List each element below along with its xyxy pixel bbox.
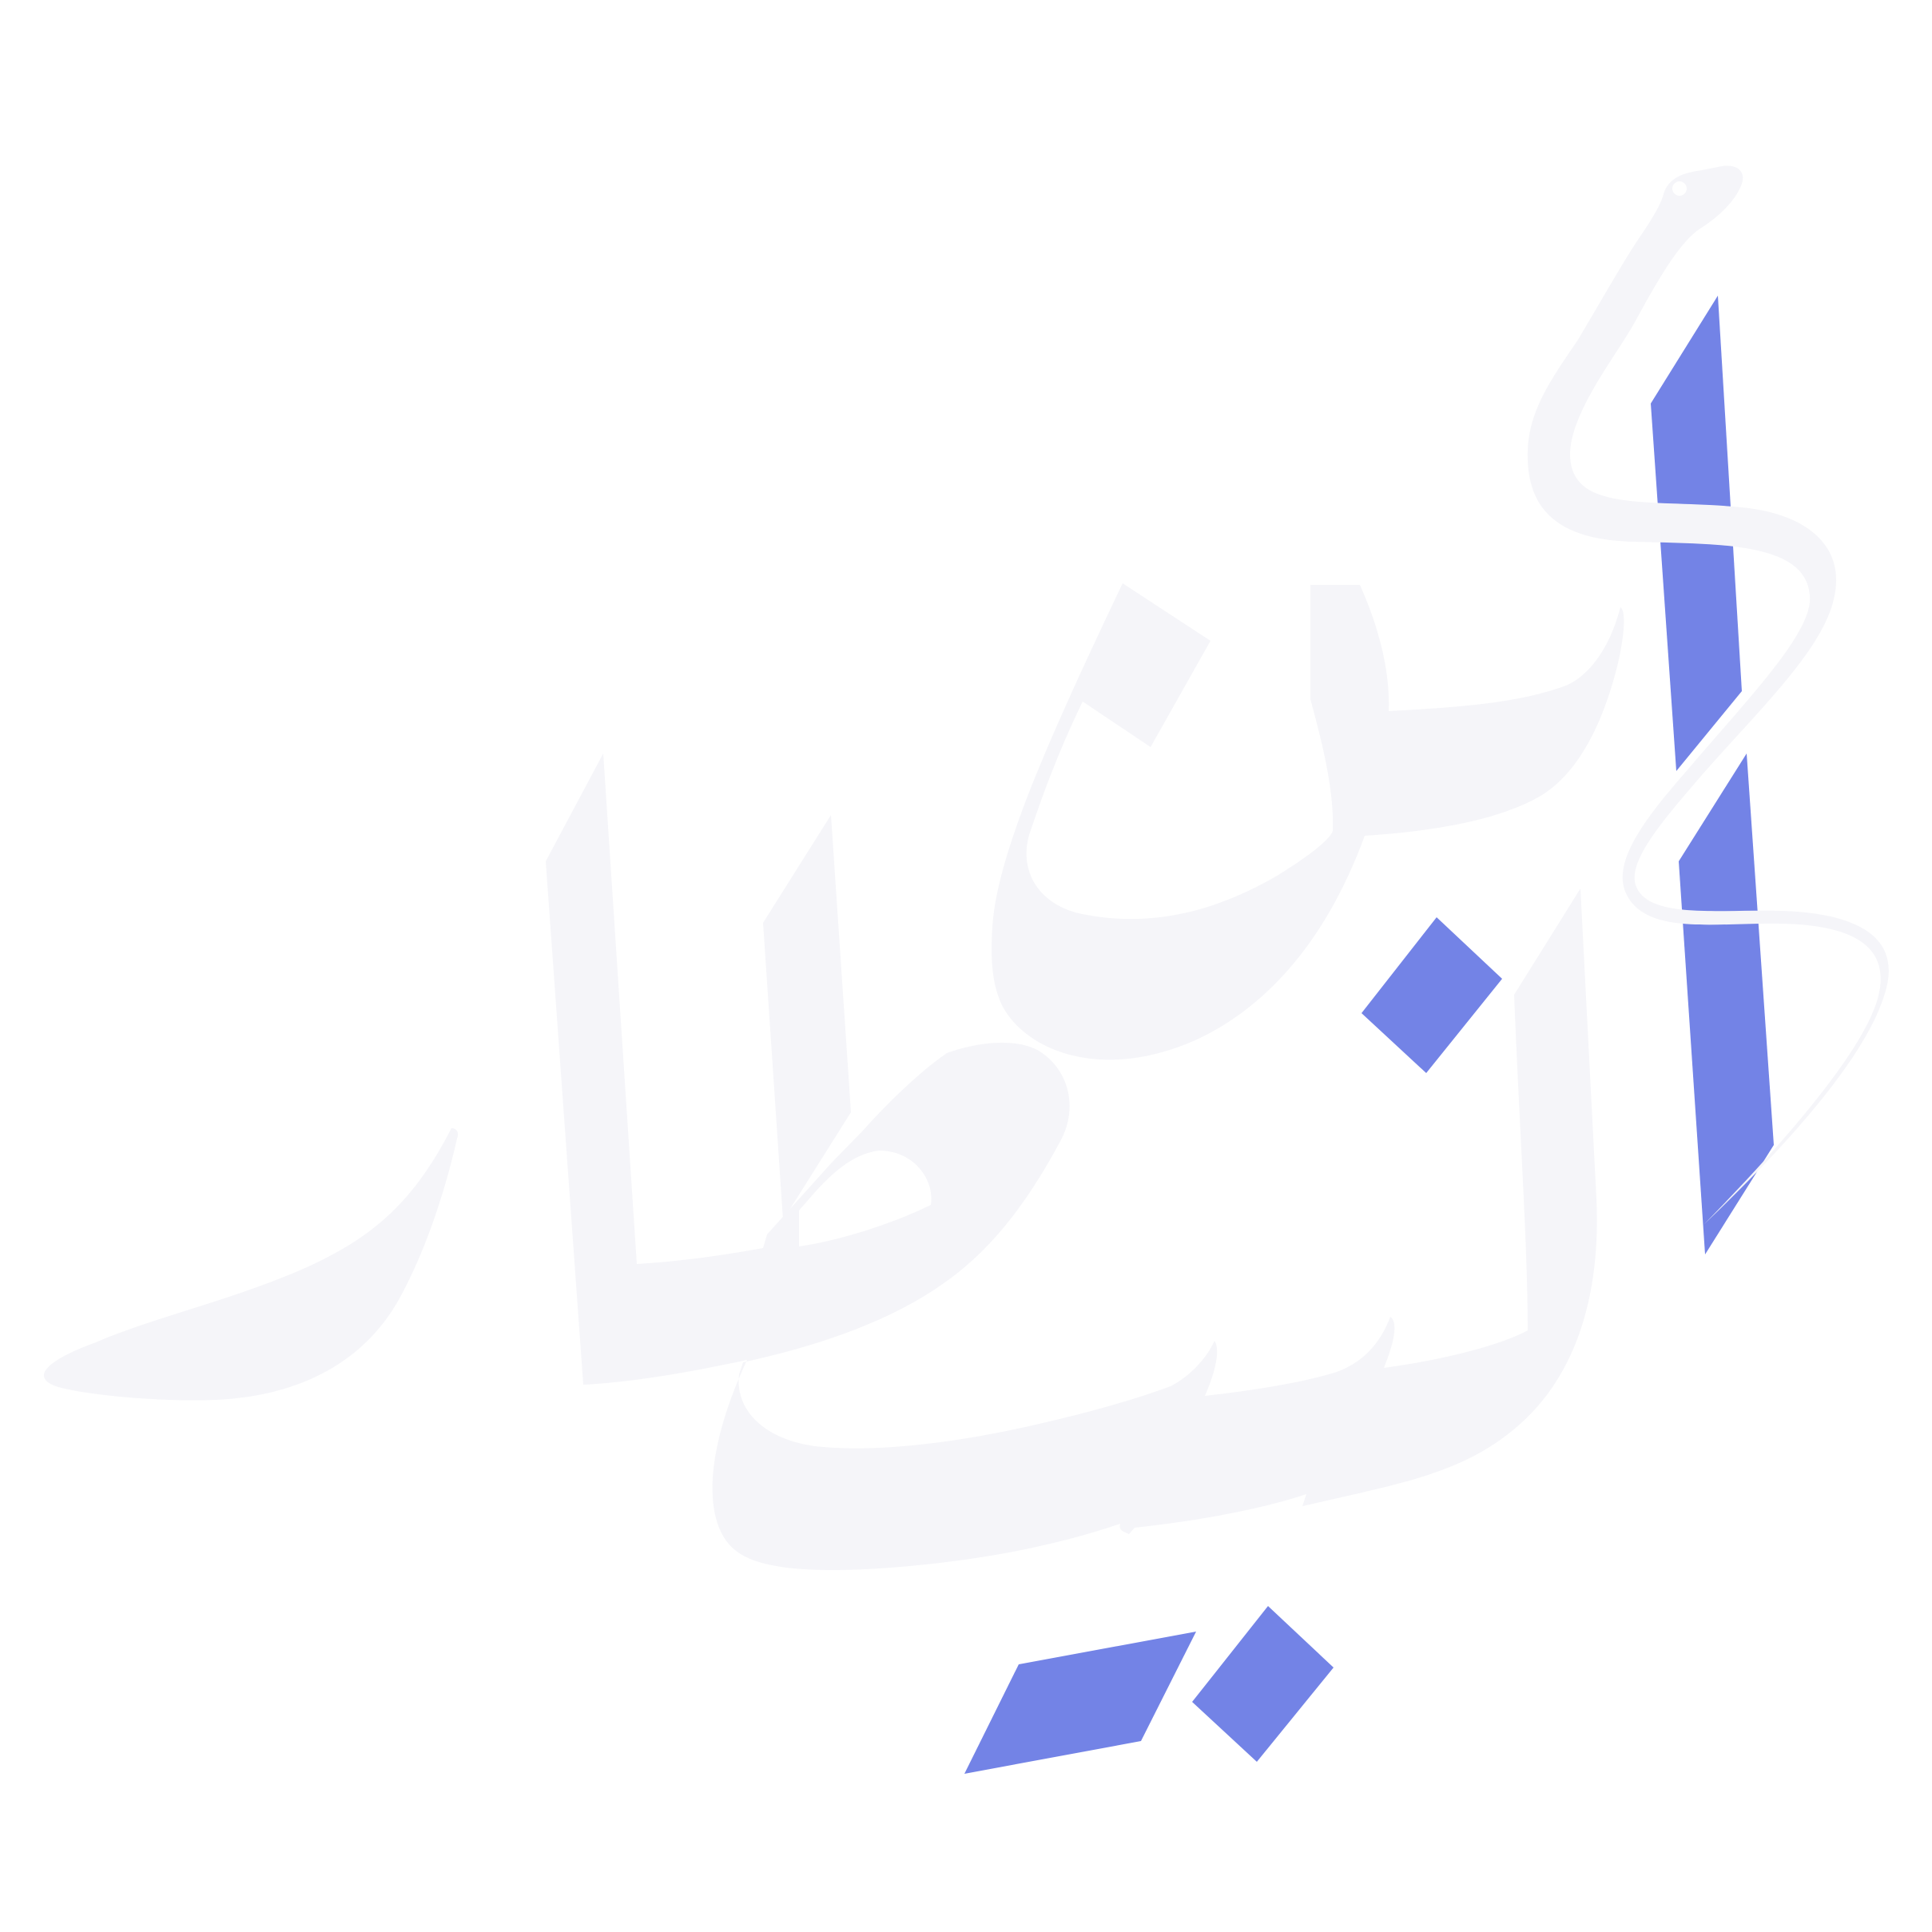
serpent-eye	[1672, 181, 1687, 196]
dot-lower-right	[1192, 1606, 1334, 1762]
letter-alif-left	[546, 753, 1597, 1570]
dot-lower-left	[964, 1632, 1196, 1774]
calligraphy-letters	[44, 583, 1624, 1570]
staff-lower	[1679, 753, 1774, 1254]
letter-dal-swash	[44, 1128, 458, 1401]
dot-upper	[1362, 917, 1502, 1073]
